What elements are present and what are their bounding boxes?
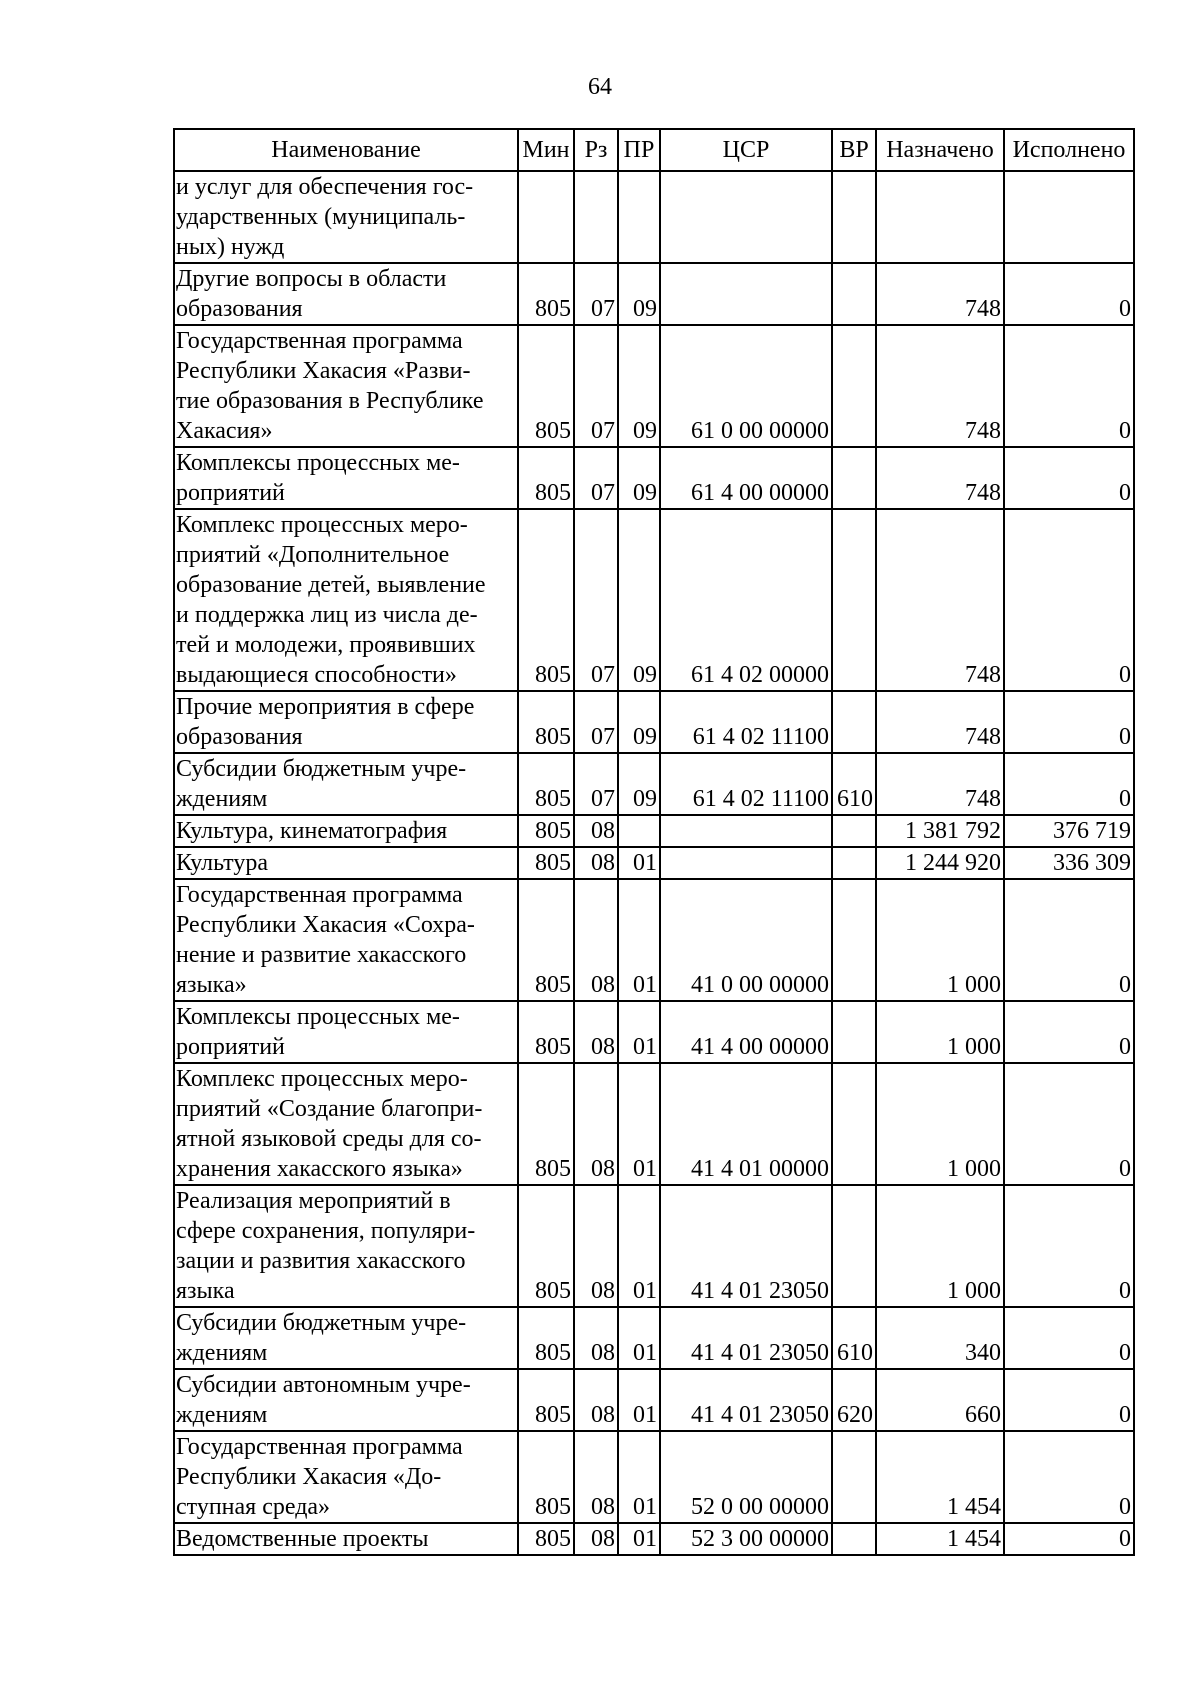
- cell-pr: 01: [618, 1369, 660, 1431]
- table-row: [174, 1431, 1134, 1523]
- cell-pr: 09: [618, 325, 660, 447]
- cell-assigned: 1 000: [876, 1063, 1004, 1185]
- cell-vr: [832, 509, 876, 691]
- cell-csr: 41 4 01 23050: [660, 1369, 832, 1431]
- cell-min: 805: [518, 1431, 574, 1523]
- cell-pr: [618, 171, 660, 263]
- cell-min: 805: [518, 815, 574, 847]
- cell-csr: 41 4 01 00000: [660, 1063, 832, 1185]
- table-row: [174, 263, 1134, 325]
- table-row: [174, 847, 1134, 879]
- cell-name: Реализация мероприятий в сфере сохранения, популяри- зации и развития хакасского языка: [174, 1185, 518, 1307]
- header-csr: ЦСР: [660, 129, 832, 171]
- cell-rz: 08: [574, 879, 618, 1001]
- cell-pr: 01: [618, 1523, 660, 1555]
- cell-vr: [832, 263, 876, 325]
- table-row: [174, 1307, 1134, 1369]
- cell-name: Прочие мероприятия в сфере образования: [174, 691, 518, 753]
- cell-assigned: 748: [876, 691, 1004, 753]
- cell-rz: 08: [574, 1523, 618, 1555]
- cell-rz: 07: [574, 263, 618, 325]
- cell-rz: 08: [574, 1369, 618, 1431]
- cell-min: 805: [518, 1369, 574, 1431]
- cell-name: Субсидии автономным учре- ждениям: [174, 1369, 518, 1431]
- cell-rz: 08: [574, 1307, 618, 1369]
- cell-executed: 0: [1004, 325, 1134, 447]
- table-row: [174, 509, 1134, 691]
- cell-pr: 09: [618, 263, 660, 325]
- cell-min: 805: [518, 1063, 574, 1185]
- cell-pr: 09: [618, 447, 660, 509]
- cell-name: Комплексы процессных ме- роприятий: [174, 1001, 518, 1063]
- cell-executed: 0: [1004, 1001, 1134, 1063]
- cell-executed: 0: [1004, 691, 1134, 753]
- cell-vr: [832, 1185, 876, 1307]
- cell-csr: 41 4 00 00000: [660, 1001, 832, 1063]
- cell-pr: 01: [618, 1307, 660, 1369]
- cell-csr: [660, 847, 832, 879]
- cell-assigned: 1 000: [876, 879, 1004, 1001]
- cell-min: 805: [518, 263, 574, 325]
- cell-name: Другие вопросы в области образования: [174, 263, 518, 325]
- cell-vr: 610: [832, 753, 876, 815]
- cell-min: 805: [518, 753, 574, 815]
- cell-csr: 61 0 00 00000: [660, 325, 832, 447]
- cell-executed: 0: [1004, 1523, 1134, 1555]
- cell-assigned: 748: [876, 325, 1004, 447]
- cell-min: 805: [518, 1523, 574, 1555]
- cell-assigned: 660: [876, 1369, 1004, 1431]
- table-row: [174, 171, 1134, 263]
- cell-executed: 0: [1004, 1431, 1134, 1523]
- cell-executed: 0: [1004, 263, 1134, 325]
- table-row: [174, 325, 1134, 447]
- cell-vr: 610: [832, 1307, 876, 1369]
- cell-pr: 01: [618, 1063, 660, 1185]
- table-row: [174, 1523, 1134, 1555]
- cell-rz: 08: [574, 1063, 618, 1185]
- header-name: Наименование: [174, 129, 518, 171]
- cell-pr: 01: [618, 847, 660, 879]
- cell-rz: 07: [574, 509, 618, 691]
- cell-min: 805: [518, 509, 574, 691]
- cell-executed: 376 719: [1004, 815, 1134, 847]
- cell-executed: 0: [1004, 1063, 1134, 1185]
- header-pr: ПР: [618, 129, 660, 171]
- cell-pr: 01: [618, 1001, 660, 1063]
- cell-assigned: 1 000: [876, 1001, 1004, 1063]
- cell-csr: 41 0 00 00000: [660, 879, 832, 1001]
- cell-min: [518, 171, 574, 263]
- cell-vr: [832, 171, 876, 263]
- cell-name: Субсидии бюджетным учре- ждениям: [174, 1307, 518, 1369]
- cell-vr: [832, 847, 876, 879]
- cell-assigned: 1 000: [876, 1185, 1004, 1307]
- cell-pr: 01: [618, 1185, 660, 1307]
- cell-csr: 41 4 01 23050: [660, 1185, 832, 1307]
- cell-vr: [832, 1063, 876, 1185]
- table-row: [174, 815, 1134, 847]
- cell-assigned: 1 381 792: [876, 815, 1004, 847]
- cell-rz: 08: [574, 815, 618, 847]
- cell-min: 805: [518, 1185, 574, 1307]
- cell-assigned: 1 454: [876, 1523, 1004, 1555]
- cell-assigned: 1 244 920: [876, 847, 1004, 879]
- cell-name: Государственная программа Республики Хакасия «До- ступная среда»: [174, 1431, 518, 1523]
- cell-name: и услуг для обеспечения гос- ударственных (муниципаль- ных) нужд: [174, 171, 518, 263]
- cell-name: Ведомственные проекты: [174, 1523, 518, 1555]
- cell-csr: 41 4 01 23050: [660, 1307, 832, 1369]
- cell-name: Комплекс процессных меро- приятий «Дополнительное образование детей, выявление и поддержка лиц из числа де- тей и молодежи, проявивших выдающиеся способности»: [174, 509, 518, 691]
- cell-rz: 08: [574, 1431, 618, 1523]
- table-row: [174, 1185, 1134, 1307]
- cell-assigned: [876, 171, 1004, 263]
- cell-name: Комплекс процессных меро- приятий «Создание благопри- ятной языковой среды для со- хранения хакасского языка»: [174, 1063, 518, 1185]
- cell-pr: 01: [618, 1431, 660, 1523]
- cell-assigned: 340: [876, 1307, 1004, 1369]
- cell-rz: [574, 171, 618, 263]
- cell-name: Государственная программа Республики Хакасия «Сохра- нение и развитие хакасского языка»: [174, 879, 518, 1001]
- cell-csr: 61 4 02 11100: [660, 753, 832, 815]
- cell-rz: 07: [574, 325, 618, 447]
- cell-pr: 09: [618, 509, 660, 691]
- cell-pr: 09: [618, 691, 660, 753]
- cell-vr: [832, 1001, 876, 1063]
- cell-csr: [660, 171, 832, 263]
- table-header-row: [174, 129, 1134, 171]
- table-row: [174, 1369, 1134, 1431]
- header-min: Мин: [518, 129, 574, 171]
- cell-min: 805: [518, 1307, 574, 1369]
- header-assigned: Назначено: [876, 129, 1004, 171]
- cell-csr: [660, 815, 832, 847]
- header-vr: ВР: [832, 129, 876, 171]
- header-executed: Исполнено: [1004, 129, 1134, 171]
- cell-csr: 61 4 00 00000: [660, 447, 832, 509]
- cell-executed: 0: [1004, 1369, 1134, 1431]
- cell-executed: 0: [1004, 447, 1134, 509]
- table-row: [174, 447, 1134, 509]
- cell-assigned: 1 454: [876, 1431, 1004, 1523]
- cell-vr: [832, 1431, 876, 1523]
- cell-executed: [1004, 171, 1134, 263]
- budget-table: [173, 128, 1135, 1556]
- cell-min: 805: [518, 447, 574, 509]
- cell-csr: 52 3 00 00000: [660, 1523, 832, 1555]
- cell-pr: [618, 815, 660, 847]
- table-row: [174, 879, 1134, 1001]
- cell-name: Государственная программа Республики Хакасия «Разви- тие образования в Республике Хакасия»: [174, 325, 518, 447]
- cell-executed: 0: [1004, 753, 1134, 815]
- cell-rz: 08: [574, 1001, 618, 1063]
- cell-min: 805: [518, 847, 574, 879]
- table-row: [174, 691, 1134, 753]
- cell-name: Комплексы процессных ме- роприятий: [174, 447, 518, 509]
- cell-assigned: 748: [876, 263, 1004, 325]
- cell-rz: 08: [574, 1185, 618, 1307]
- cell-csr: 61 4 02 00000: [660, 509, 832, 691]
- cell-csr: 61 4 02 11100: [660, 691, 832, 753]
- table-row: [174, 753, 1134, 815]
- cell-vr: [832, 879, 876, 1001]
- cell-vr: [832, 325, 876, 447]
- cell-min: 805: [518, 879, 574, 1001]
- cell-pr: 01: [618, 879, 660, 1001]
- cell-name: Культура: [174, 847, 518, 879]
- cell-vr: [832, 691, 876, 753]
- cell-vr: [832, 815, 876, 847]
- cell-executed: 336 309: [1004, 847, 1134, 879]
- header-rz: Рз: [574, 129, 618, 171]
- cell-min: 805: [518, 1001, 574, 1063]
- cell-executed: 0: [1004, 509, 1134, 691]
- cell-executed: 0: [1004, 879, 1134, 1001]
- cell-min: 805: [518, 325, 574, 447]
- cell-executed: 0: [1004, 1307, 1134, 1369]
- cell-vr: [832, 447, 876, 509]
- cell-rz: 07: [574, 691, 618, 753]
- cell-rz: 07: [574, 753, 618, 815]
- cell-min: 805: [518, 691, 574, 753]
- cell-name: Субсидии бюджетным учре- ждениям: [174, 753, 518, 815]
- page-number: 64: [588, 74, 612, 100]
- table-row: [174, 1063, 1134, 1185]
- cell-pr: 09: [618, 753, 660, 815]
- cell-name: Культура, кинематография: [174, 815, 518, 847]
- cell-assigned: 748: [876, 753, 1004, 815]
- cell-executed: 0: [1004, 1185, 1134, 1307]
- cell-assigned: 748: [876, 509, 1004, 691]
- table-row: [174, 1001, 1134, 1063]
- cell-assigned: 748: [876, 447, 1004, 509]
- cell-csr: 52 0 00 00000: [660, 1431, 832, 1523]
- cell-rz: 08: [574, 847, 618, 879]
- cell-rz: 07: [574, 447, 618, 509]
- cell-vr: [832, 1523, 876, 1555]
- cell-vr: 620: [832, 1369, 876, 1431]
- cell-csr: [660, 263, 832, 325]
